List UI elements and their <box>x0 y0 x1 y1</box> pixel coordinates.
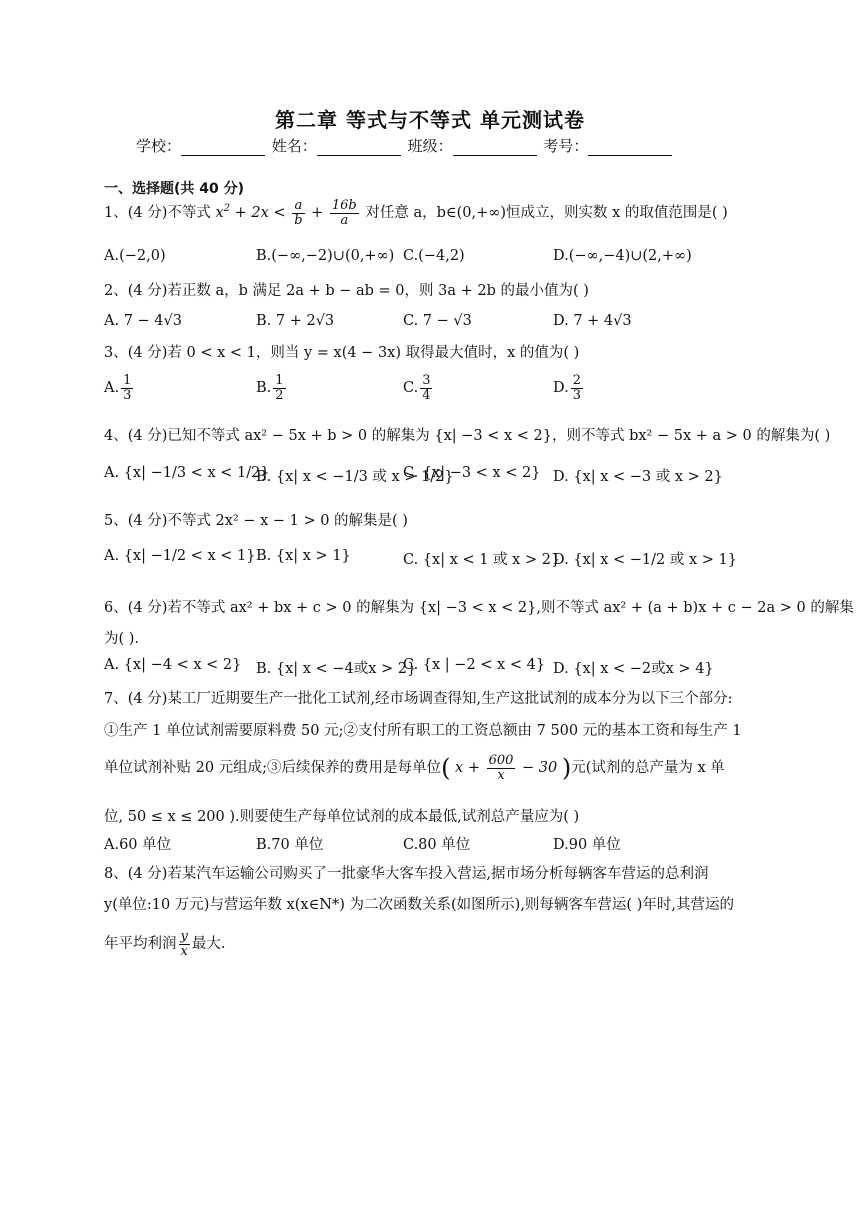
q5-option-b: B. {x| x > 1} <box>256 548 351 564</box>
q7-option-b: B.70 单位 <box>256 837 324 853</box>
q6-option-a: A. {x| −4 < x < 2} <box>104 657 242 673</box>
question-7-line1: 7、(4 分)某工厂近期要生产一批化工试剂,经市场调查得知,生产这批试剂的成本分为以下三个部分: <box>104 691 733 707</box>
section-heading: 一、选择题(共 40 分) <box>104 181 245 197</box>
name-blank[interactable] <box>317 141 401 156</box>
q6-option-d: D. {x| x < −2或x > 4} <box>553 661 714 677</box>
class-label: 班级： <box>407 137 453 155</box>
q2-option-d: D. 7 + 4√3 <box>553 313 632 329</box>
question-6-cont: 为( ). <box>104 631 140 647</box>
question-5: 5、(4 分)不等式 2x² − x − 1 > 0 的解集是( ) <box>104 513 408 529</box>
q2-option-a: A. 7 − 4√3 <box>104 313 182 329</box>
q1-option-c: C.(−4,2) <box>403 248 465 264</box>
q7-option-d: D.90 单位 <box>553 837 621 853</box>
q8-fraction: $\frac{y}{x}$ <box>180 929 188 959</box>
q3-option-a: A. $\frac{1}{3}$ <box>104 373 132 403</box>
question-6: 6、(4 分)若不等式 ax² + bx + c > 0 的解集为 {x| −3 < x < 2},则不等式 ax² + (a + b)x + c − 2a > 0 的解集 <box>104 600 854 616</box>
question-1 <box>104 199 728 227</box>
question-7-line3: 单位试剂补贴 20 元组成;③后续保养的费用是每单位( x + $\frac{600}{x}$ − 30 )元(试剂的总产量为 x 单 <box>104 753 725 783</box>
page-title: 第二章 等式与不等式 单元测试卷 <box>275 108 585 132</box>
q7-expression: x + $\frac{600}{x}$ − 30 <box>450 753 562 783</box>
q6-option-b: B. {x| x < −4或x > 2} <box>256 661 417 677</box>
q4-option-d: D. {x| x < −3 或 x > 2} <box>553 469 723 485</box>
q2-option-c: C. 7 − √3 <box>403 313 472 329</box>
q1-math: $x^2 + 2x$ < $\frac{a}{b}$ + $\frac{16b}{a}$ <box>215 198 357 228</box>
q4-option-c: C. {x| −3 < x < 2} <box>403 465 541 481</box>
class-blank[interactable] <box>453 141 537 156</box>
q4-option-a: A. {x| −1/3 < x < 1/2} <box>104 465 270 481</box>
q7-line3-end: 元(试剂的总产量为 x 单 <box>571 760 725 777</box>
question-7-line2: ①生产 1 单位试剂需要原料费 50 元;②支付所有职工的工资总额由 7 500 元的基本工资和每生产 1 <box>104 723 742 739</box>
question-2: 2、(4 分)若正数 a，b 满足 2a + b − ab = 0，则 3a + 2b 的最小值为( ) <box>104 283 589 299</box>
school-blank[interactable] <box>181 141 265 156</box>
exam-no-label: 考号： <box>543 137 589 155</box>
student-info-row <box>136 135 674 156</box>
question-8-line1: 8、(4 分)若某汽车运输公司购买了一批豪华大客车投入营运,据市场分析每辆客车营运的总利润 <box>104 866 709 882</box>
name-label: 姓名： <box>271 137 317 155</box>
school-label: 学校： <box>136 137 182 155</box>
q7-option-c: C.80 单位 <box>403 837 471 853</box>
q8-line3-end: 最大. <box>191 936 226 953</box>
question-7-line4: 位, 50 ≤ x ≤ 200 ).则要使生产每单位试剂的成本最低,试剂总产量应为( ) <box>104 809 580 825</box>
q6-option-c: C. {x | −2 < x < 4} <box>403 657 546 673</box>
q3-option-b: B. $\frac{1}{2}$ <box>256 373 284 403</box>
q7-line3-start: 单位试剂补贴 20 元组成;③后续保养的费用是每单位 <box>104 760 442 777</box>
question-8-line2: y(单位:10 万元)与营运年数 x(x∈N*) 为二次函数关系(如图所示),则每辆客车营运( )年时,其营运的 <box>104 897 734 913</box>
question-4: 4、(4 分)已知不等式 ax² − 5x + b > 0 的解集为 {x| −3 < x < 2}，则不等式 bx² − 5x + a > 0 的解集为( ) <box>104 428 831 444</box>
q1-lead: 1、(4 分)不等式 <box>104 205 216 222</box>
q5-option-a: A. {x| −1/2 < x < 1} <box>104 548 256 564</box>
question-3: 3、(4 分)若 0 < x < 1，则当 y = x(4 − 3x) 取得最大值时，x 的值为( ) <box>104 345 580 361</box>
q3-option-d: D. $\frac{2}{3}$ <box>553 373 581 403</box>
exam-no-blank[interactable] <box>588 141 672 156</box>
q4-option-b: B. {x| x < −1/3 或 x > 1/2} <box>256 469 454 485</box>
q5-option-d: D. {x| x < −1/2 或 x > 1} <box>553 552 737 568</box>
question-8-line3 <box>104 930 225 958</box>
q7-option-a: A.60 单位 <box>104 837 172 853</box>
q1-tail: 对任意 a，b∈(0,+∞)恒成立，则实数 x 的取值范围是( ) <box>365 205 728 222</box>
q5-option-c: C. {x| x < 1 或 x > 2} <box>403 552 561 568</box>
q8-line3-start: 年平均利润 <box>104 936 177 953</box>
q2-option-b: B. 7 + 2√3 <box>256 313 335 329</box>
q1-option-d: D.(−∞,−4)∪(2,+∞) <box>553 248 692 264</box>
q1-option-a: A.(−2,0) <box>104 248 166 264</box>
q1-option-b: B.(−∞,−2)∪(0,+∞) <box>256 248 395 264</box>
q3-option-c: C. $\frac{3}{4}$ <box>403 373 431 403</box>
